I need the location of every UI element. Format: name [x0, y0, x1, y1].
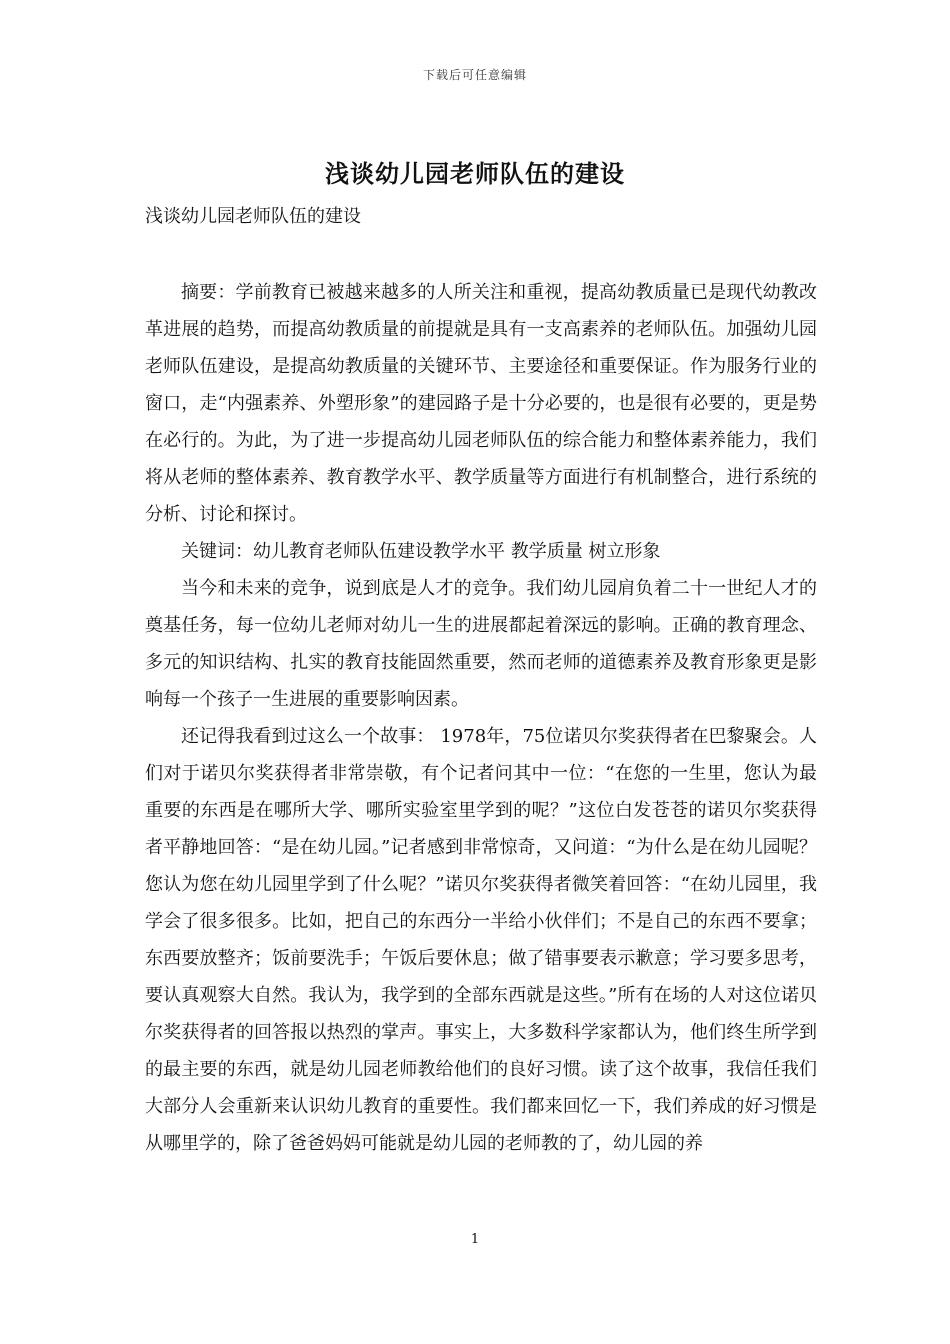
body-paragraph: 当今和未来的竞争，说到底是人才的竞争。我们幼儿园肩负着二十一世纪人才的奠基任务，每一位幼儿老师对幼儿一生的进展都起着深远的影响。正确的教育理念、多元的知识结构、扎实的教育技能固然重要，然而老师的道德素养及教育形象更是影响每一个孩子一生进展的重要影响因素。	[145, 578, 817, 710]
page-number: 1	[470, 1232, 480, 1247]
body-paragraph: 还记得我看到过这么一个故事： 1978年，75位诺贝尔奖获得者在巴黎聚会。人们对于诺贝尔奖获得者非常崇敬，有个记者问其中一位：“在您的一生里，您认为最重要的东西是在哪所大学、哪所实验室里学到的呢？”这位白发苍苍的诺贝尔奖获得者平静地回答：“是在幼儿园。”记者感到非常惊奇，又问道：“为什么是在幼儿园呢？您认为您在幼儿园里学到了什么呢？”诺贝尔奖获得者微笑着回答：“在幼儿园里，我学会了很多很多。比如，把自己的东西分一半给小伙伴们；不是自己的东西不要拿；东西要放整齐；饭前要洗手；午饭后要休息；做了错事要表示歉意；学习要多思考，要认真观察大自然。我认为，我学到的全部东西就是这些。”所有在场的人对这位诺贝尔奖获得者的回答报以热烈的掌声。事实上，大多数科学家都认为，他们终生所学到的最主要的东西，就是幼儿园老师教给他们的良好习惯。读了这个故事，我信任我们大部分人会重新来认识幼儿教育的重要性。我们都来回忆一下，我们养成的好习惯是从哪里学的，除了爸爸妈妈可能就是幼儿园的老师教的了，幼儿园的养	[145, 726, 817, 1154]
page-title: 浅谈幼儿园老师队伍的建设	[325, 159, 625, 188]
header-note: 下载后可任意编辑	[422, 68, 527, 82]
keywords-paragraph: 关键词：幼儿教育老师队伍建设教学水平 教学质量 树立形象	[181, 541, 661, 562]
abstract-paragraph: 摘要：学前教育已被越来越多的人所关注和重视，提高幼教质量已是现代幼教改革进展的趋势，而提高幼教质量的前提就是具有一支高素养的老师队伍。加强幼儿园老师队伍建设，是提高幼教质量的关键环节、主要途径和重要保证。作为服务行业的窗口，走“内强素养、外塑形象”的建园路子是十分必要的，也是很有必要的，更是势在必行的。为此，为了进一步提高幼儿园老师队伍的综合能力和整体素养能力，我们将从老师的整体素养、教育教学水平、教学质量等方面进行有机制整合，进行系统的分析、讨论和探讨。	[145, 282, 817, 525]
body-text	[145, 274, 817, 1162]
page-subtitle: 浅谈幼儿园老师队伍的建设	[145, 206, 361, 227]
